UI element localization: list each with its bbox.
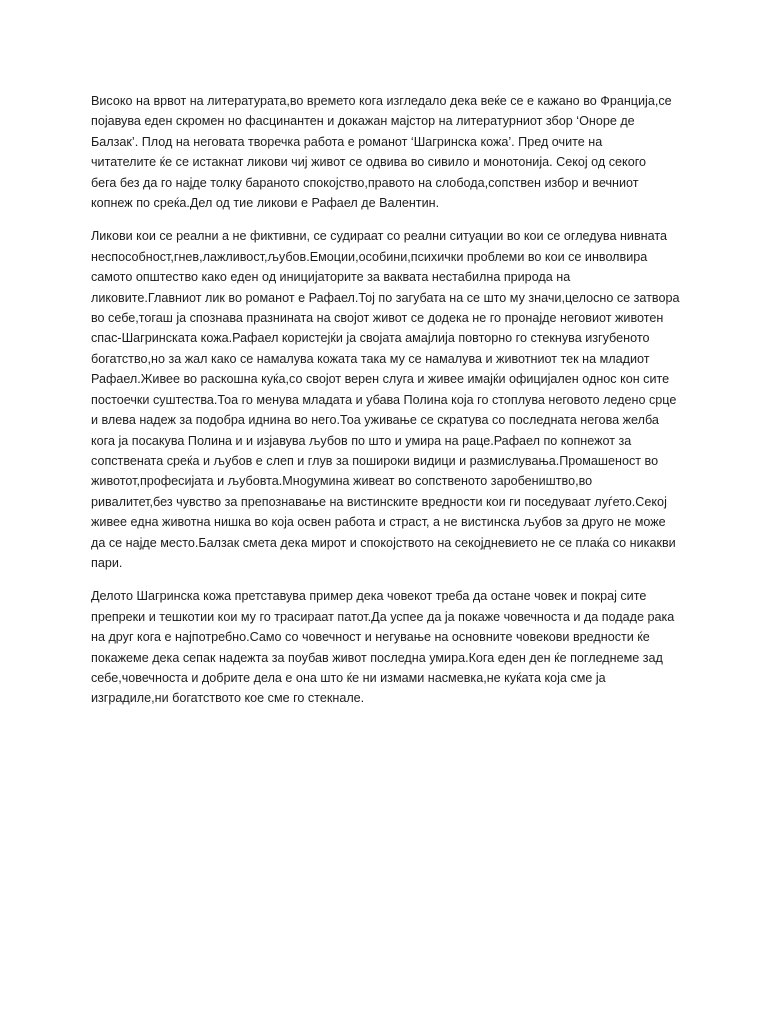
text-line: постоечки суштества.Тоа го менува младата и убава Полина која го стоплува неговото ледено срце [91,392,677,407]
text-line: сопствената среќа и љубов е слеп и глув за пошироки видици и размислувања.Промашеност во [91,453,659,468]
text-line: спас-Шагринската кожа.Рафаел користејќи ја својата амајлија повторно го стекнува изгубеното [91,331,650,346]
text-line: самото општество како еден од иницијаторите за ваквата нестабилна природа на [91,270,571,285]
text-line: животот,професијата и љубовта.Мнogумина живеат во сопственото заробеништво,во [91,474,593,489]
text-line: богатство,но за жал како се намалува кожата така му се намалува и животниот тек на младиот [91,351,650,366]
text-line: на друг кога е најпотребно.Само со човечност и негување на основните човекови вредности ќе [91,630,650,645]
paragraph-2 [91,226,691,573]
text-line: препреки и тешкотии кои му го трасираат патот.Да успее да ја покаже човечноста и да подаде рака [91,609,675,624]
text-line: копнеж по среќа.Дел од тие ликови е Рафаел де Валентин. [91,196,440,211]
text-line: ривалитет,без чувство за препознавање на вистинските вредности кои ги поседуваат луѓето.Секој [91,494,667,509]
text-line: пари. [91,555,123,570]
text-line: Ликови кои се реални а не фиктивни, се судираат со реални ситуации во кои се огледува нивната [91,229,667,244]
text-line: Рафаел.Живее во раскошна куќа,со својот верен слуга и живее имајќи официјален однос кон сите [91,372,670,387]
text-line: Високо на врвот на литературата,во времето кога изгледало дека веќе се е кажано во Франција,се [91,94,672,108]
essay-body [91,91,691,722]
text-line: живее една животна нишка во која освен работа и страст, а не вистинска љубов за друго не може [91,515,666,530]
text-line: ликовите.Главниот лик во романот е Рафаел.Тој по загубата на се што му значи,целосно се затвора [91,290,680,305]
text-line: кога ја посакува Полина и и изјавува љубов по што и умира на раце.Рафаел по копнежот за [91,433,632,448]
paragraph-1 [91,91,691,213]
text-line: во себе,тогаш ја спознава празнината на својот живот се додека не го пронајде неговиот животен [91,311,664,326]
text-line: неспособност,гнев,лажливост,љубов.Емоции,особини,психички проблеми во кои се инволвира [91,249,648,264]
text-line: Делото Шагринска кожа претставува пример дека човекот треба да остане човек и покрај сите [91,589,647,604]
text-line: изградиле,ни богатството кое сме го стекнале. [91,691,365,706]
text-line: читателите ќе се истакнат ликови чиј живот се одвива во сивило и монотонија. Секој од секого [91,155,647,170]
text-line: Балзак’. Плод на неговата творечка работа е романот ‘Шагринска кожа’. Пред очите на [91,134,603,149]
text-line: покажеме дека сепак надежта за поубав живот последна умира.Кога еден ден ќе погледнеме зад [91,650,663,665]
text-line: да се најде место.Балзак смета дека мирот и спокојството на секојдневието не се плаќа со никакви [91,535,676,550]
text-line: и влева надеж за подобра иднина во него.Тоа уживање се скратува со последната негова желба [91,413,659,428]
text-line: појавува еден скромен но фасцинантен и докажан мајстор на литературниот збор ‘Оноре де [91,114,635,129]
text-line: себе,човечноста и добрите дела е она што ќе ни измами насмевка,не куќата која сме ја [91,670,606,685]
text-line: бега без да го најде толку бараното спокојство,правото на слобода,сопствен избор и вечниот [91,175,639,190]
paragraph-3 [91,586,691,708]
